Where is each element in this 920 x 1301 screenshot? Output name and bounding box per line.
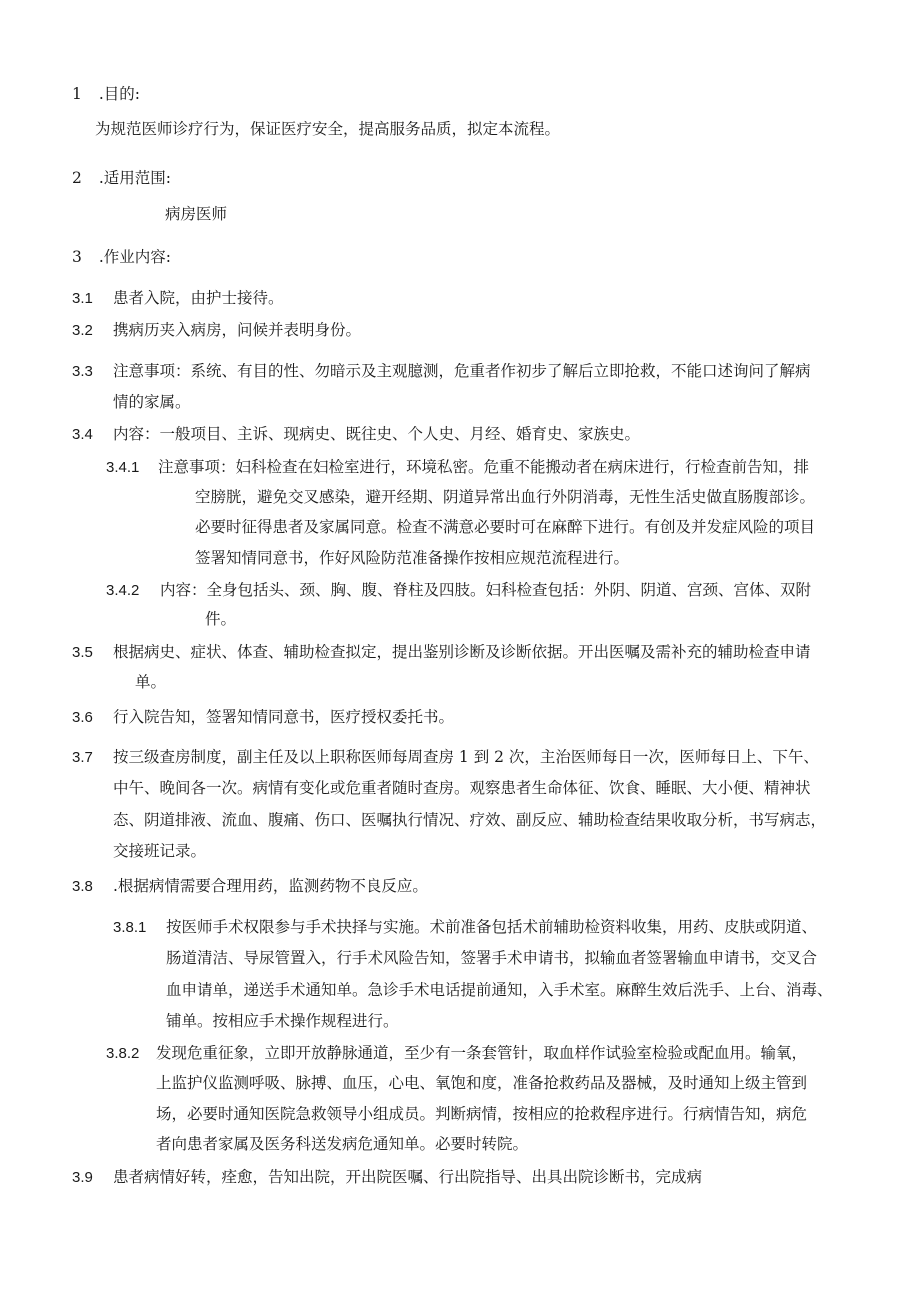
item-3-4-text: 内容：一般项目、主诉、现病史、既往史、个人史、月经、婚育史、家族史。 xyxy=(113,425,641,443)
item-3-6 xyxy=(72,702,93,733)
item-3-4-2-line-1: 内容：全身包括头、颈、胸、腹、脊柱及四肢。妇科检查包括：外阴、阴道、宫颈、宫体、双附 xyxy=(160,581,812,599)
item-3-5-line-1: 根据病史、症状、体查、辅助检查拟定，提出鉴别诊断及诊断依据。开出医嘱及需补充的辅助检查申请 xyxy=(113,643,811,661)
item-number: 3.8.1 xyxy=(113,919,147,936)
item-3-4-2 xyxy=(106,575,139,606)
section-2-body: 病房医师 xyxy=(165,205,228,223)
section-title: .目的: xyxy=(98,85,140,103)
item-3-8-2-line-2: 上监护仪监测呼吸、脉搏、血压，心电、氧饱和度，准备抢救药品及器械，及时通知上级主管到 xyxy=(156,1074,808,1092)
item-3-9-text: 患者病情好转，痊愈，告知出院，开出院医嘱、行出院指导、出具出院诊断书，完成病 xyxy=(113,1168,703,1186)
section-number: 2 xyxy=(72,169,82,187)
item-3-7-line-2: 中午、晚间各一次。病情有变化或危重者随时查房。观察患者生命体征、饮食、睡眠、大小便、精神状 xyxy=(113,779,811,797)
item-3-8-1 xyxy=(113,912,146,943)
item-number: 3.4.1 xyxy=(106,459,140,476)
section-number: 3 xyxy=(72,248,82,266)
item-3-7 xyxy=(72,742,93,773)
item-3-4-1-line-2: 空膀胱，避免交叉感染，避开经期、阴道异常出血行外阴消毒，无性生活史做直肠腹部诊。 xyxy=(195,488,816,506)
item-3-8-2 xyxy=(106,1038,139,1069)
item-3-4-1-line-3: 必要时征得患者及家属同意。检查不满意必要时可在麻醉下进行。有创及并发症风险的项目 xyxy=(195,518,816,536)
item-3-5-line-2: 单。 xyxy=(135,673,167,691)
item-3-8-1-line-4: 铺单。按相应手术操作规程进行。 xyxy=(166,1012,399,1030)
section-2-heading xyxy=(72,163,171,194)
section-3-heading xyxy=(72,242,171,273)
item-3-6-text: 行入院告知，签署知情同意书，医疗授权委托书。 xyxy=(113,708,455,726)
item-number: 3.6 xyxy=(72,709,93,726)
item-3-8 xyxy=(72,871,93,902)
section-number: 1 xyxy=(72,85,82,103)
item-3-4-1 xyxy=(106,452,139,483)
item-3-8-1-line-1: 按医师手术权限参与手术抉择与实施。术前准备包括术前辅助检资料收集，用药、皮肤或阴道、 xyxy=(166,918,818,936)
item-3-4-1-line-1: 注意事项：妇科检查在妇检室进行，环境私密。危重不能搬动者在病床进行，行检查前告知，排 xyxy=(158,458,810,476)
item-3-1 xyxy=(72,283,93,314)
item-number: 3.2 xyxy=(72,322,93,339)
item-3-8-1-line-3: 血申请单，递送手术通知单。急诊手术电话提前通知，入手术室。麻醉生效后洗手、上台、消毒、 xyxy=(166,981,833,999)
item-3-3-line-2: 情的家属。 xyxy=(113,393,191,411)
item-3-8-1-line-2: 肠道清洁、导尿管置入，行手术风险告知，签署手术申请书，拟输血者签署输血申请书，交叉合 xyxy=(166,949,818,967)
section-title: .作业内容: xyxy=(98,248,171,266)
item-3-9 xyxy=(72,1162,93,1193)
item-number: 3.8 xyxy=(72,878,93,895)
item-number: 3.4 xyxy=(72,426,93,443)
item-number: 3.1 xyxy=(72,290,93,307)
item-3-8-2-line-3: 场，必要时通知医院急救领导小组成员。判断病情，按相应的抢救程序进行。行病情告知，病危 xyxy=(156,1105,808,1123)
item-3-2-text: 携病历夹入病房，问候并表明身份。 xyxy=(113,321,362,339)
item-number: 3.8.2 xyxy=(106,1045,140,1062)
section-1-heading xyxy=(72,79,140,110)
item-3-7-line-4: 交接班记录。 xyxy=(113,842,207,860)
item-3-8-2-line-1: 发现危重征象，立即开放静脉通道，至少有一条套管针，取血样作试验室检验或配血用。输氧， xyxy=(156,1044,808,1062)
item-number: 3.9 xyxy=(72,1169,93,1186)
section-1-body: 为规范医师诊疗行为，保证医疗安全，提高服务品质，拟定本流程。 xyxy=(95,120,561,138)
item-3-7-line-1: 按三级查房制度，副主任及以上职称医师每周查房 1 到 2 次，主治医师每日一次，医师每日上、下午、 xyxy=(113,748,819,766)
item-3-4-2-line-2: 件。 xyxy=(205,610,237,628)
item-number: 3.5 xyxy=(72,644,93,661)
item-3-4-1-line-4: 签署知情同意书，作好风险防范准备操作按相应规范流程进行。 xyxy=(195,549,630,567)
item-3-4 xyxy=(72,419,93,450)
item-3-2 xyxy=(72,315,93,346)
item-3-8-text: .根据病情需要合理用药，监测药物不良反应。 xyxy=(113,877,428,895)
item-number: 3.3 xyxy=(72,363,93,380)
item-3-8-2-line-4: 者向患者家属及医务科送发病危通知单。必要时转院。 xyxy=(156,1135,529,1153)
item-3-7-line-3: 态、阴道排液、流血、腹痛、伤口、医嘱执行情况、疗效、副反应、辅助检查结果收取分析，书写病志， xyxy=(113,811,827,829)
section-title: .适用范围: xyxy=(98,169,171,187)
item-3-3-line-1: 注意事项：系统、有目的性、勿暗示及主观臆测，危重者作初步了解后立即抢救，不能口述询问了解病 xyxy=(113,362,811,380)
item-number: 3.7 xyxy=(72,749,93,766)
item-number: 3.4.2 xyxy=(106,582,140,599)
item-3-3 xyxy=(72,356,93,387)
item-3-1-text: 患者入院，由护士接待。 xyxy=(113,289,284,307)
item-3-5 xyxy=(72,637,93,668)
